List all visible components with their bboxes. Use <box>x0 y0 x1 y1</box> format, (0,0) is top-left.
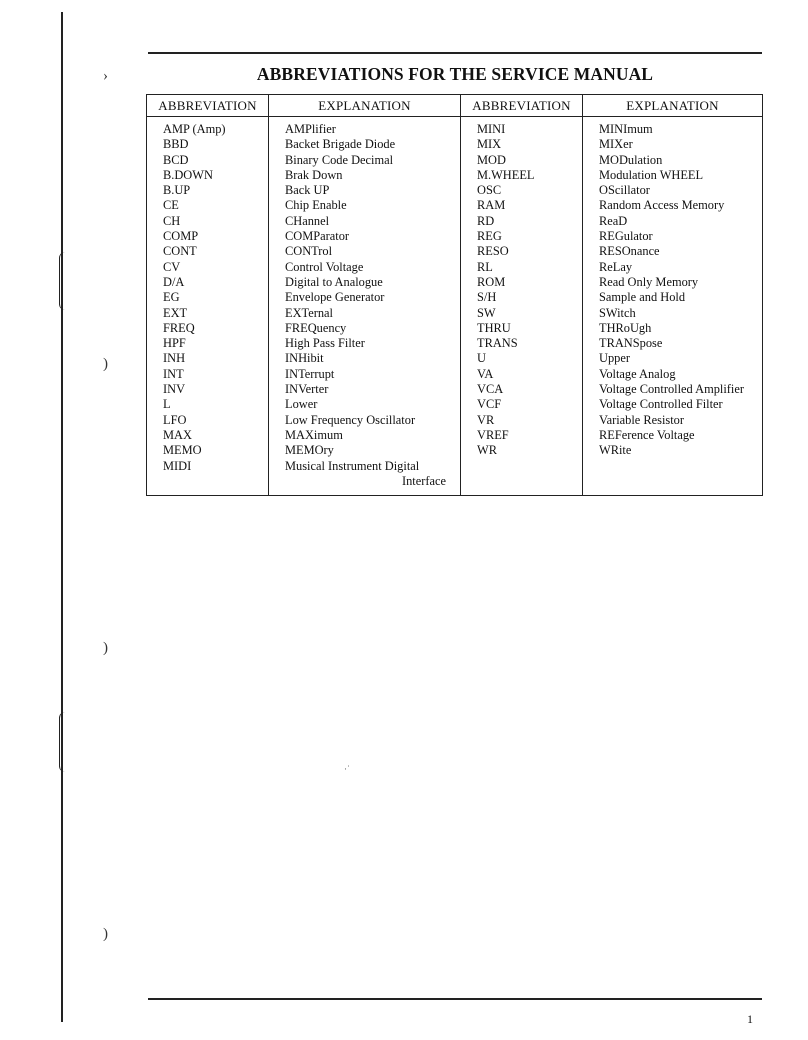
list-item: MIX <box>477 137 502 152</box>
list-item: INHibit <box>285 351 324 366</box>
list-item: ReLay <box>599 259 633 274</box>
header-explanation-right: EXPLANATION <box>583 95 763 117</box>
list-item: REFerence Voltage <box>599 427 695 442</box>
list-item: FREQ <box>163 320 195 335</box>
list-item: Brak Down <box>285 167 343 182</box>
list-item: AMPlifier <box>285 122 336 136</box>
list-item: U <box>477 351 486 366</box>
page-title: ABBREVIATIONS FOR THE SERVICE MANUAL <box>256 64 654 84</box>
header-abbreviation-left: ABBREVIATION <box>147 95 269 117</box>
punch-mark: › <box>103 68 108 84</box>
list-item: Back UP <box>285 183 330 198</box>
list-item: MEMOry <box>285 443 334 458</box>
list-item: SWitch <box>599 305 636 320</box>
list-item: MINI <box>477 122 506 136</box>
list-item: D/A <box>163 274 185 289</box>
list-item: INH <box>163 351 186 366</box>
list-item: ROM <box>477 274 506 289</box>
list-item: VCA <box>477 382 504 397</box>
list-item: MIDI <box>163 458 192 473</box>
list-item: L <box>163 397 171 412</box>
abbreviations-table <box>146 94 763 496</box>
list-item: BBD <box>163 137 189 152</box>
bottom-rule <box>148 998 762 1000</box>
list-item: Upper <box>599 351 630 366</box>
list-item: MINImum <box>599 122 653 136</box>
list-item: Random Access Memory <box>599 198 725 213</box>
list-item: Voltage Controlled Amplifier <box>599 382 744 397</box>
top-rule <box>148 52 762 54</box>
list-item: TRANSpose <box>599 336 663 351</box>
list-item: BCD <box>163 152 189 167</box>
punch-mark: ) <box>103 356 108 372</box>
list-item: RL <box>477 259 493 274</box>
list-item: Lower <box>285 397 318 412</box>
punch-mark: ) <box>103 640 108 656</box>
list-item: M.WHEEL <box>477 167 535 182</box>
list-item: CV <box>163 259 181 274</box>
list-item: MAX <box>163 427 192 442</box>
list-item: Read Only Memory <box>599 274 699 289</box>
list-item: Envelope Generator <box>285 290 385 305</box>
left-explanation-column <box>269 117 461 496</box>
list-item: COMP <box>163 229 199 244</box>
list-item: Voltage Analog <box>599 366 676 381</box>
list-item: LFO <box>163 412 187 427</box>
list-item: INV <box>163 382 186 397</box>
list-item: VREF <box>477 427 509 442</box>
list-item: RAM <box>477 198 506 213</box>
bracket-mark <box>59 252 65 310</box>
list-item: INT <box>163 366 184 381</box>
list-item: Interface <box>401 473 446 488</box>
list-item: OSC <box>477 183 502 198</box>
list-item: THRU <box>477 320 511 335</box>
binding-line <box>61 12 63 1022</box>
list-item: AMP (Amp) <box>163 122 226 136</box>
list-item: High Pass Filter <box>285 336 365 351</box>
bracket-mark <box>59 712 65 772</box>
table-header-row <box>147 95 763 117</box>
table-body-row <box>147 117 763 496</box>
list-item: FREQuency <box>285 320 347 335</box>
list-item: Control Voltage <box>285 259 364 274</box>
list-item: Variable Resistor <box>599 412 684 427</box>
list-item: EG <box>163 290 180 305</box>
right-abbreviation-column <box>461 117 583 496</box>
list-item: S/H <box>477 290 497 305</box>
list-item: EXTernal <box>285 305 333 320</box>
list-item: MAXimum <box>285 427 343 442</box>
list-item: THRoUgh <box>599 320 652 335</box>
list-item: B.UP <box>163 183 191 198</box>
list-item: WR <box>477 443 497 458</box>
list-item: CONT <box>163 244 197 259</box>
list-item: CHannel <box>285 213 330 228</box>
list-item: INVerter <box>285 382 329 397</box>
left-abbreviation-column <box>147 117 269 496</box>
speck-mark: ·˙ <box>344 764 350 774</box>
list-item: Low Frequency Oscillator <box>285 412 416 427</box>
header-explanation-left: EXPLANATION <box>269 95 461 117</box>
list-item: COMParator <box>285 229 350 244</box>
list-item: MIXer <box>599 137 633 152</box>
list-item: VR <box>477 412 495 427</box>
list-item: TRANS <box>477 336 518 351</box>
list-item: ReaD <box>599 213 628 228</box>
list-item: Musical Instrument Digital <box>285 458 420 473</box>
list-item: MEMO <box>163 443 202 458</box>
list-item: CH <box>163 213 181 228</box>
list-item: VA <box>477 366 494 381</box>
list-item: MODulation <box>599 152 663 167</box>
header-abbreviation-right: ABBREVIATION <box>461 95 583 117</box>
list-item: Backet Brigade Diode <box>285 137 396 152</box>
list-item: WRite <box>599 443 632 458</box>
list-item: Digital to Analogue <box>285 274 383 289</box>
list-item: Binary Code Decimal <box>285 152 394 167</box>
list-item: EXT <box>163 305 188 320</box>
list-item: RD <box>477 213 495 228</box>
list-item: HPF <box>163 336 186 351</box>
right-explanation-column <box>583 117 763 496</box>
list-item: RESOnance <box>599 244 660 259</box>
list-item: INTerrupt <box>285 366 335 381</box>
list-item: Sample and Hold <box>599 290 686 305</box>
list-item: Voltage Controlled Filter <box>599 397 723 412</box>
list-item: OScillator <box>599 183 650 198</box>
list-item: REGulator <box>599 229 653 244</box>
list-item: REG <box>477 229 502 244</box>
list-item: Chip Enable <box>285 198 347 213</box>
page-number: 1 <box>747 1012 753 1026</box>
list-item: RESO <box>477 244 509 259</box>
list-item: VCF <box>477 397 502 412</box>
list-item: Modulation WHEEL <box>599 167 704 182</box>
list-item: CONTrol <box>285 244 333 259</box>
list-item: B.DOWN <box>163 167 213 182</box>
list-item: MOD <box>477 152 506 167</box>
punch-mark: ) <box>103 926 108 942</box>
list-item: CE <box>163 198 179 213</box>
list-item: SW <box>477 305 496 320</box>
